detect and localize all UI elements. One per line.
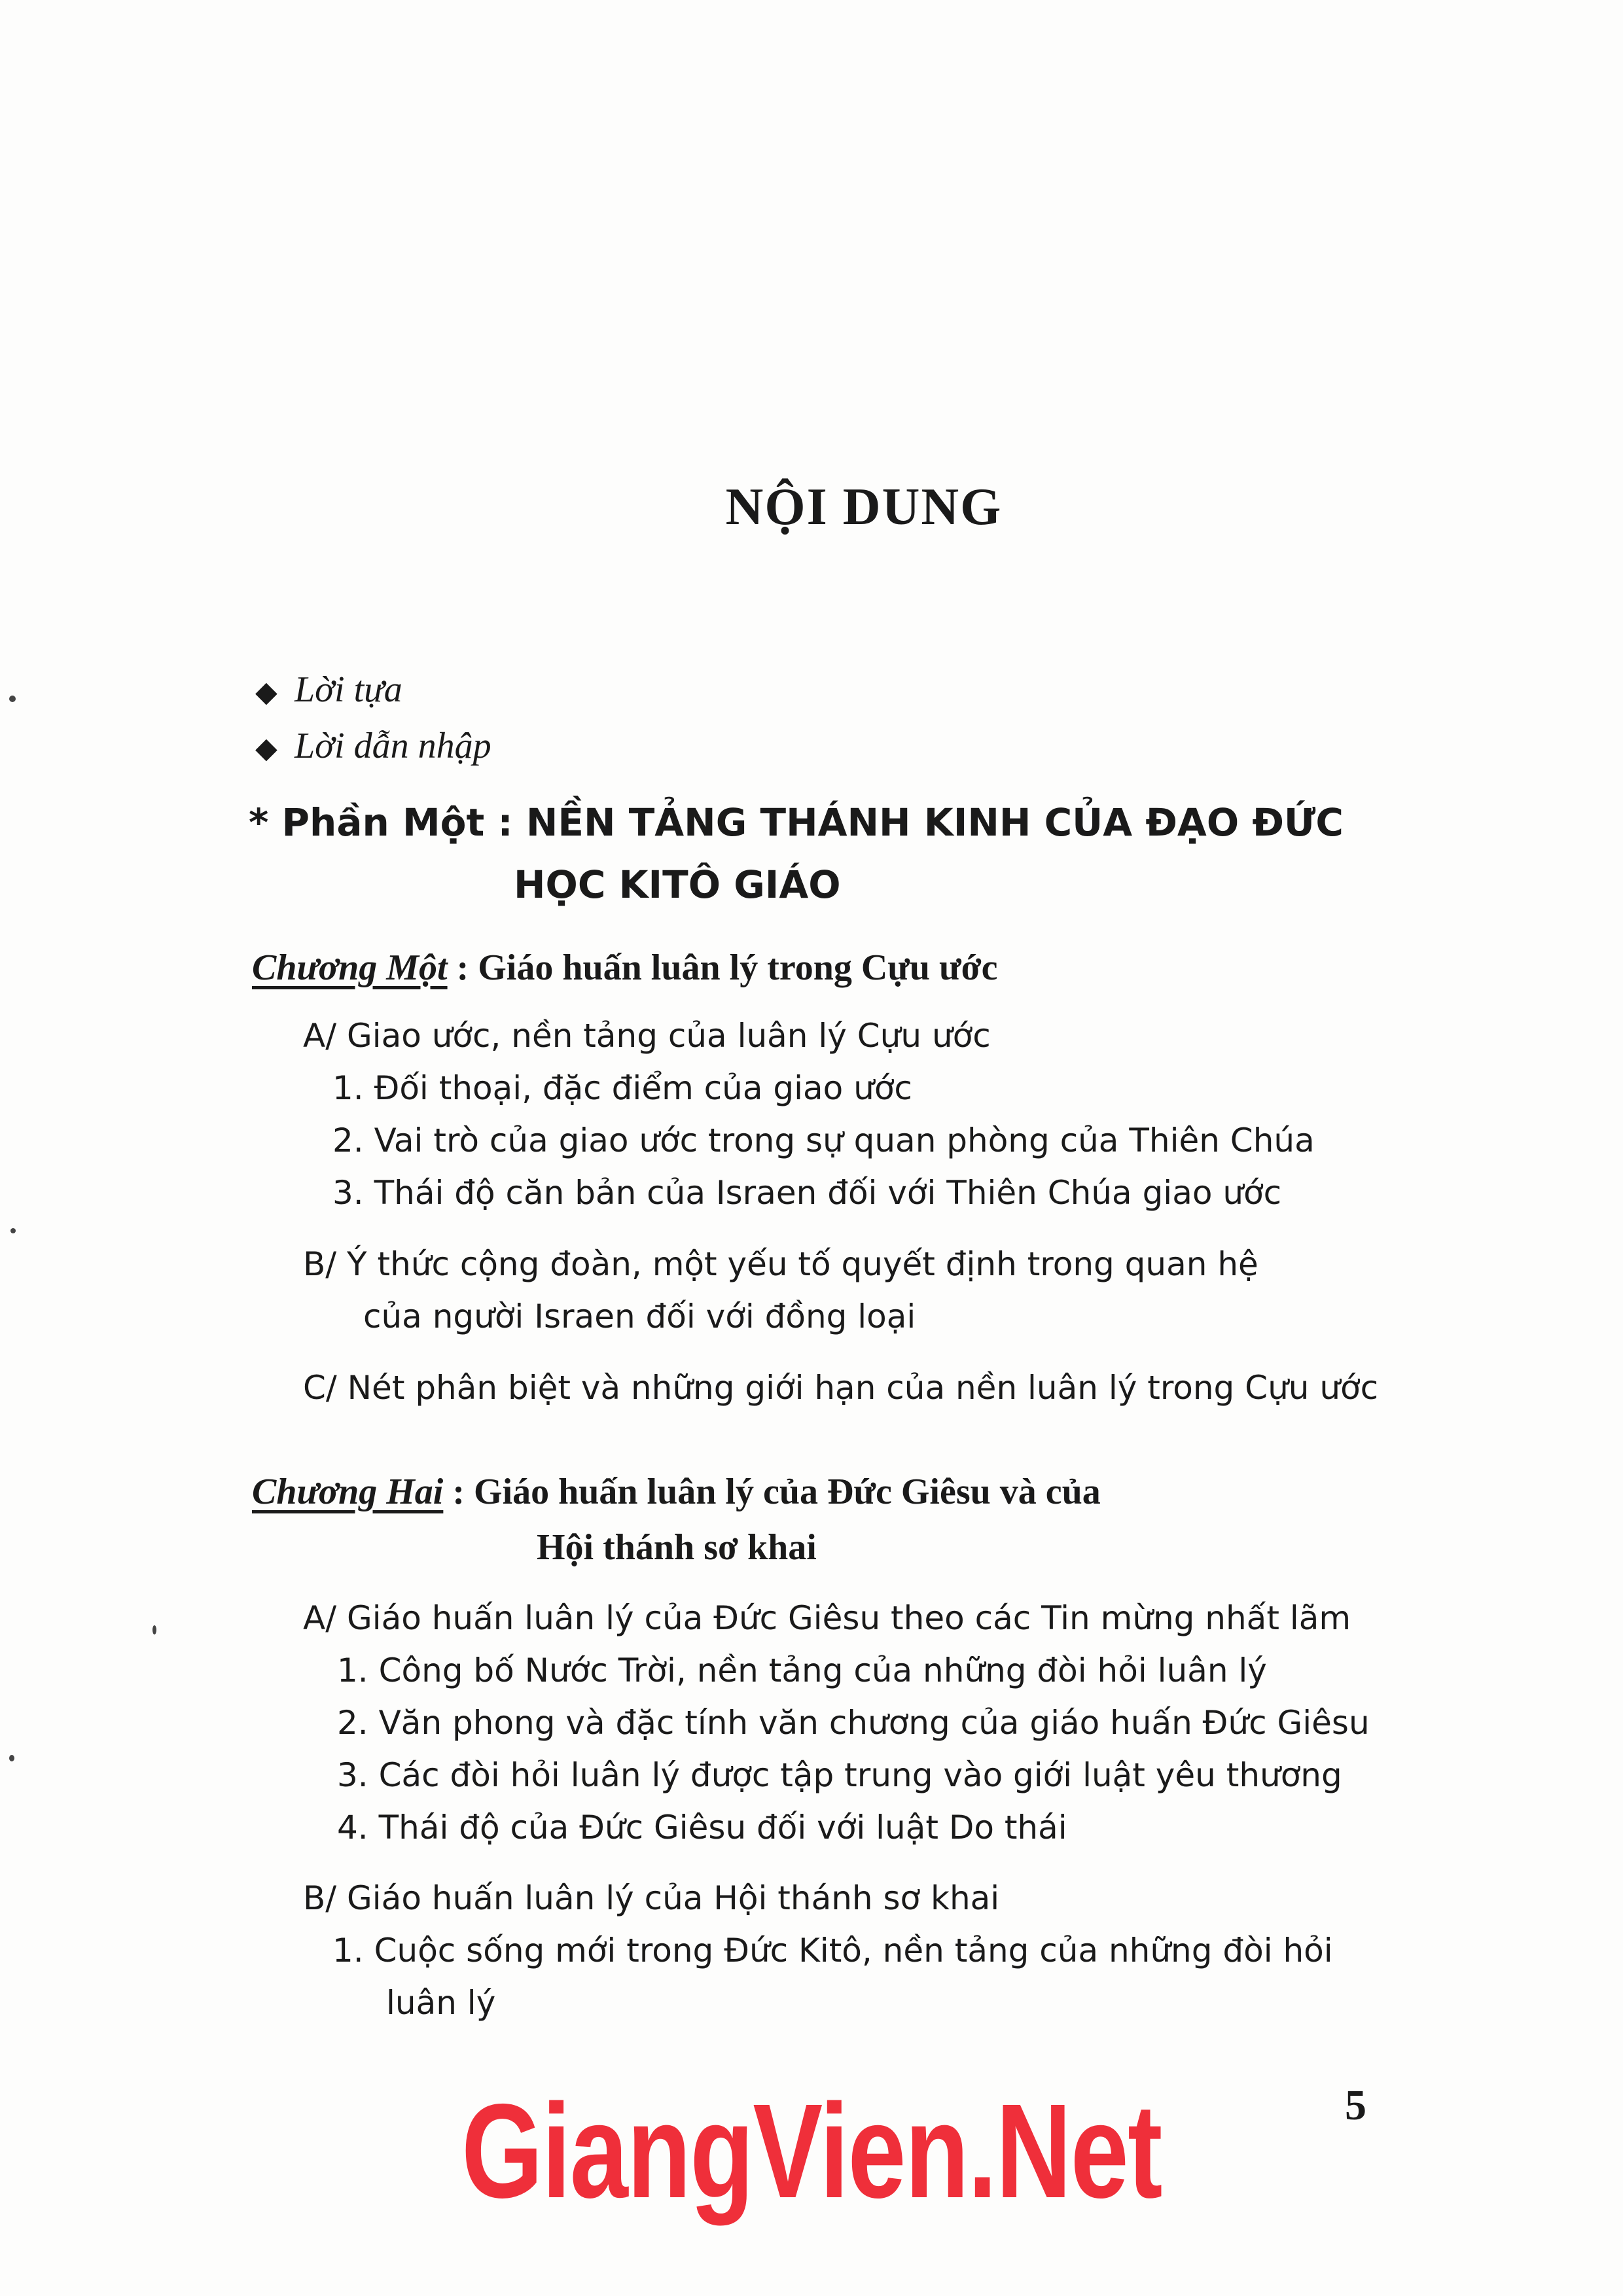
chapter-1-label: Chương Một [252, 947, 448, 988]
chapter-2-title-cont: Hội thánh sơ khai [537, 1527, 817, 1568]
chapter-2-section-a: A/ Giáo huấn luân lý của Đức Giêsu theo các Tin mừng nhất lãm [303, 1599, 1351, 1637]
chapter-2-item-b1-cont: luân lý [386, 1984, 496, 2022]
asterisk-marker: * [249, 800, 269, 845]
page-number: 5 [1345, 2081, 1366, 2129]
chapter-1-section-b-cont: của người Israen đối với đồng loại [363, 1298, 916, 1335]
chapter-2-item-a3: 3. Các đòi hỏi luân lý được tập trung vào giới luật yêu thương [337, 1756, 1342, 1794]
intro-label: Lời dẫn nhập [294, 726, 491, 766]
chapter-1-section-c: C/ Nét phân biệt và những giới hạn của nền luân lý trong Cựu ước [303, 1369, 1379, 1407]
intro-item-loi-dan-nhap [255, 725, 491, 767]
intro-label: Lời tựa [294, 669, 402, 710]
chapter-1-section-a: A/ Giao ước, nền tảng của luân lý Cựu ước [303, 1017, 991, 1055]
chapter-2-item-b1: 1. Cuộc sống mới trong Đức Kitô, nền tảng của những đòi hỏi [332, 1932, 1333, 1969]
chapter-1-item-a1: 1. Đối thoại, đặc điểm của giao ước [332, 1069, 912, 1107]
part-heading-line1: Phần Một : NỀN TẢNG THÁNH KINH CỦA ĐẠO ĐỨC [281, 800, 1344, 845]
chapter-1-section-b: B/ Ý thức cộng đoàn, một yếu tố quyết định trong quan hệ [303, 1245, 1258, 1283]
chapter-2-title: : Giáo huấn luân lý của Đức Giêsu và của [452, 1472, 1101, 1512]
intro-item-loi-tua [255, 669, 402, 711]
chapter-2-section-b: B/ Giáo huấn luân lý của Hội thánh sơ khai [303, 1879, 1000, 1917]
watermark-logo: GiangVien.Net [461, 2076, 1162, 2226]
scan-speck [9, 696, 16, 702]
part-heading-line2: HỌC KITÔ GIÁO [514, 862, 841, 907]
scan-speck [10, 1228, 16, 1233]
chapter-2-heading [252, 1471, 1101, 1513]
scan-speck [9, 1755, 14, 1761]
chapter-1-item-a2: 2. Vai trò của giao ước trong sự quan phòng của Thiên Chúa [332, 1122, 1315, 1159]
page-title: NỘI DUNG [725, 478, 1003, 536]
part-heading [249, 800, 1344, 845]
chapter-2-item-a4: 4. Thái độ của Đức Giêsu đối với luật Do thái [337, 1809, 1067, 1846]
diamond-bullet-icon: ◆ [255, 676, 277, 708]
chapter-2-label: Chương Hai [252, 1472, 444, 1512]
chapter-2-item-a2: 2. Văn phong và đặc tính văn chương của giáo huấn Đức Giêsu [337, 1704, 1370, 1742]
diamond-bullet-icon: ◆ [255, 732, 277, 764]
scan-speck [152, 1625, 156, 1634]
chapter-2-item-a1: 1. Công bố Nước Trời, nền tảng của những đòi hỏi luân lý [337, 1651, 1267, 1689]
chapter-1-item-a3: 3. Thái độ căn bản của Israen đối với Thiên Chúa giao ước [332, 1174, 1282, 1212]
chapter-1-heading [252, 947, 998, 989]
chapter-1-title: : Giáo huấn luân lý trong Cựu ước [456, 947, 998, 988]
